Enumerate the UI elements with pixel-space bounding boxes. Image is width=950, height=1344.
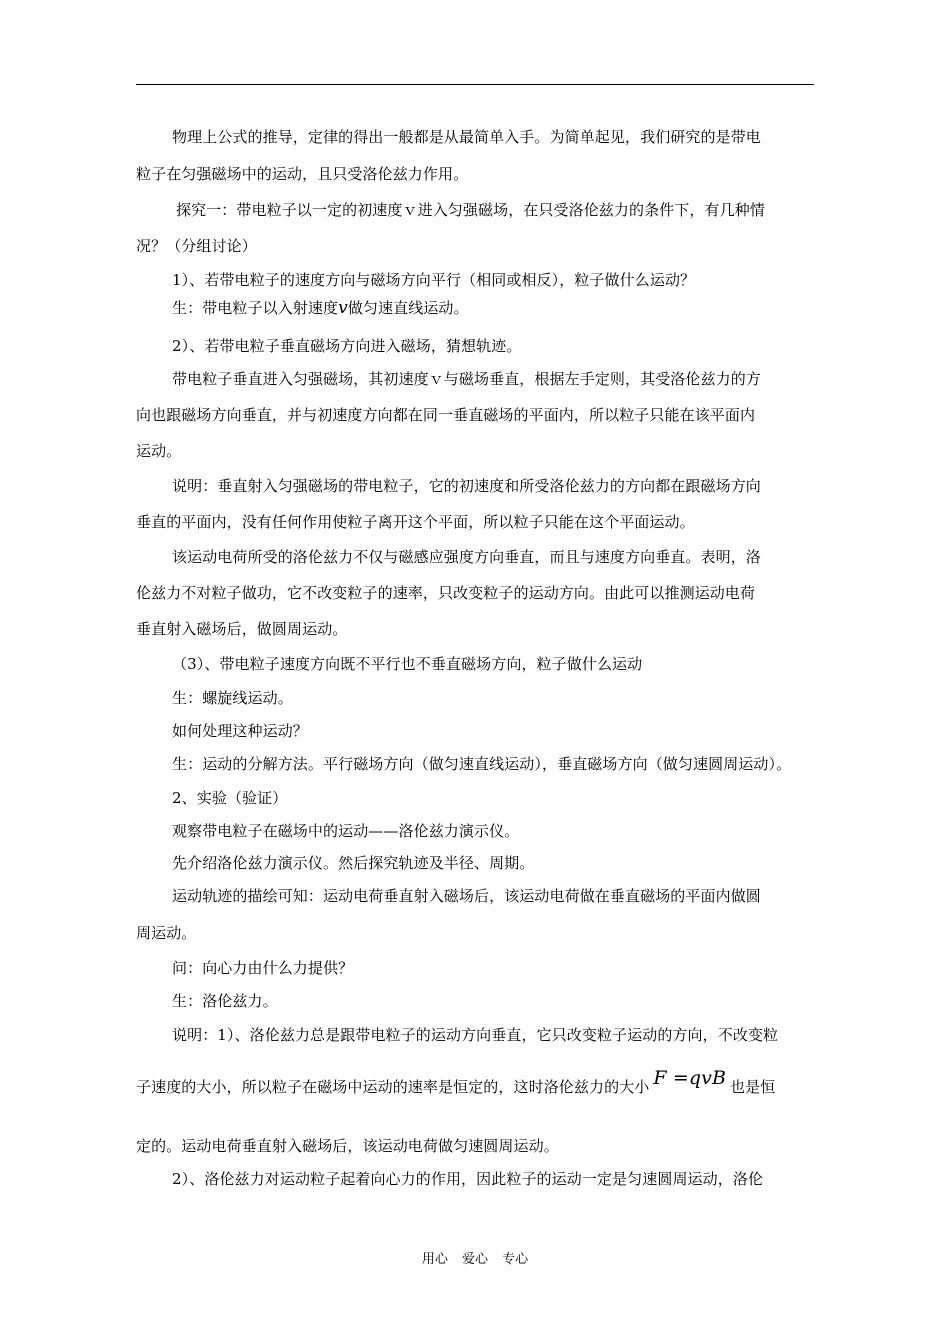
paragraph-line: 运动。 [136,442,182,460]
section-heading: 2、实验（验证） [172,789,288,807]
header-rule [136,84,814,85]
paragraph-line: 伦兹力不对粒子做功，它不改变粒子的速率，只改变粒子的运动方向。由此可以推测运动电荷 [136,584,756,602]
answer-line: 生：运动的分解方法。平行磁场方向（做匀速直线运动），垂直磁场方向（做匀速圆周运动）。 [172,755,792,773]
paragraph-line: 说明：1）、洛伦兹力总是跟带电粒子的运动方向垂直，它只改变粒子运动的方向，不改变粒 [172,1026,779,1044]
question-1: 1）、若带电粒子的速度方向与磁场方向平行（相同或相反），粒子做什么运动？ [172,271,696,289]
paragraph-line: 带电粒子垂直进入匀强磁场，其初速度ｖ与磁场垂直，根据左手定则，其受洛伦兹力的方 [172,370,761,388]
paragraph-line: 周运动。 [136,924,197,942]
question-2: 2）、若带电粒子垂直磁场方向进入磁场，猜想轨迹。 [172,337,522,355]
question-line: 问：向心力由什么力提供？ [172,959,354,977]
formula-trail-text: 也是恒 [730,1078,776,1096]
question-3: （3）、带电粒子速度方向既不平行也不垂直磁场方向，粒子做什么运动 [172,655,643,673]
formula-line [136,1067,826,1097]
answer-line [172,298,862,318]
paragraph-line: 运动轨迹的描绘可知：运动电荷垂直射入磁场后，该运动电荷做在垂直磁场的平面内做圆 [172,887,761,905]
paragraph-line: 垂直射入磁场后，做圆周运动。 [136,620,348,638]
answer-line: 生：螺旋线运动。 [172,689,293,707]
paragraph-line: 先介绍洛伦兹力演示仪。然后探究轨迹及半径、周期。 [172,854,535,872]
paragraph-line: 粒子在匀强磁场中的运动，且只受洛伦兹力作用。 [136,165,469,183]
formula-lead-text: 子速度的大小，所以粒子在磁场中运动的速率是恒定的，这时洛伦兹力的大小 [136,1078,650,1096]
page-footer: 用心 爱心 专心 [421,1252,529,1267]
lorentz-force-formula: F =qvB [653,1067,727,1089]
paragraph-line: 向也跟磁场方向垂直，并与初速度方向都在同一垂直磁场的平面内，所以粒子只能在该平面内 [136,406,756,424]
question-line: 如何处理这种运动？ [172,722,308,740]
paragraph-line: 2）、洛伦兹力对运动粒子起着向心力的作用，因此粒子的运动一定是匀速圆周运动，洛伦 [172,1170,764,1188]
paragraph-line: 说明：垂直射入匀强磁场的带电粒子，它的初速度和所受洛伦兹力的方向都在跟磁场方向 [172,477,761,495]
paragraph-line: 物理上公式的推导，定律的得出一般都是从最简单入手。为简单起见，我们研究的是带电 [172,128,761,146]
answer-text: 做匀速直线运动。 [347,299,469,317]
paragraph-line: 探究一：带电粒子以一定的初速度ｖ进入匀强磁场，在只受洛伦兹力的条件下，有几种情 [176,201,765,219]
paragraph-line: 观察带电粒子在磁场中的运动——洛伦兹力演示仪。 [172,822,520,840]
answer-text: 生：带电粒子以入射速度 [172,299,339,317]
paragraph-line: 况？（分组讨论） [136,237,257,255]
paragraph-line: 该运动电荷所受的洛伦兹力不仅与磁感应强度方向垂直，而且与速度方向垂直。表明，洛 [172,548,761,566]
paragraph-line: 垂直的平面内，没有任何作用使粒子离开这个平面，所以粒子只能在这个平面运动。 [136,513,695,531]
answer-line: 生：洛伦兹力。 [172,992,278,1010]
velocity-symbol: v [338,298,348,318]
paragraph-line: 定的。运动电荷垂直射入磁场后，该运动电荷做匀速圆周运动。 [136,1137,559,1155]
